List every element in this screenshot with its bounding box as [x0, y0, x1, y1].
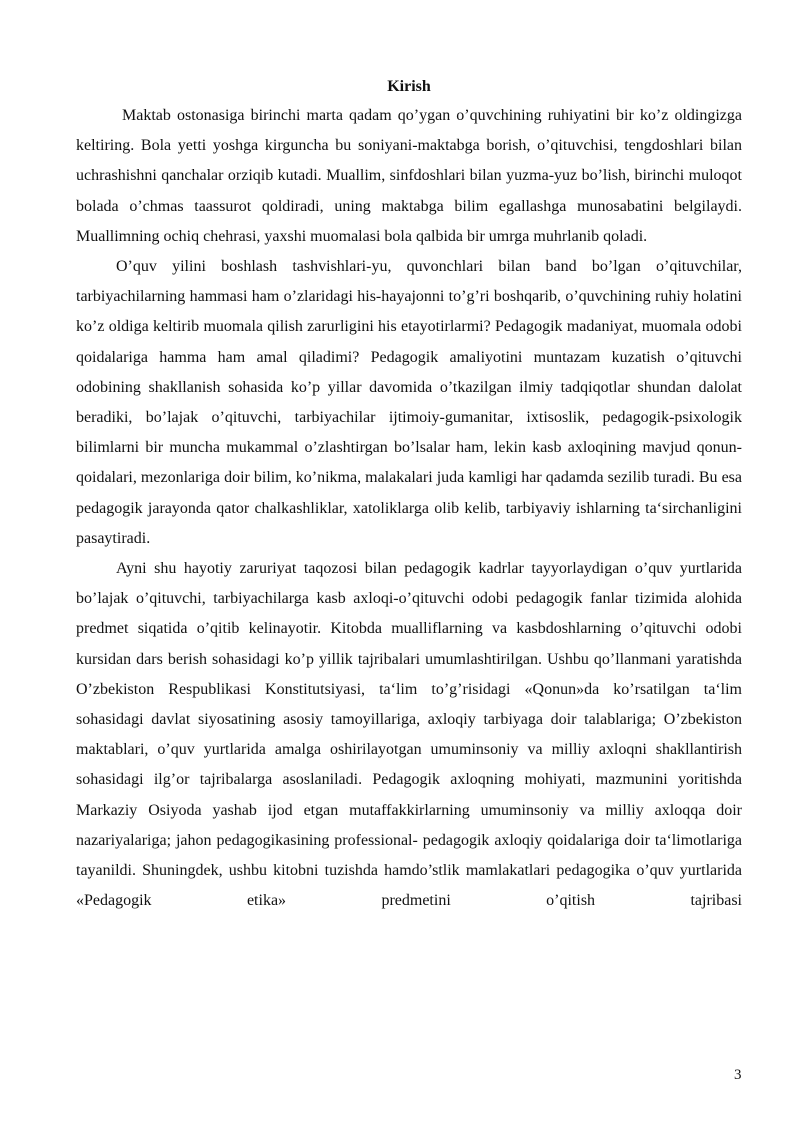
paragraph-intro: Maktab ostonasiga birinchi marta qadam qo’ygan o’quvchining ruhiyatini bir ko’z oldingizga keltiring. Bola yetti yoshga kirguncha bu soniyani-maktabga borish, o’qituvchisi, tengdoshlari bilan uchrashishni qanchalar orziqib kutadi. Muallim, sinfdoshlari bilan yuzma-yuz bo’lish, birinchi muloqot bolada o’chmas taassurot qoldiradi, uning maktabga bilim egallashga munosabatini belgilaydi. Muallimning ochiq chehrasi, yaxshi muomalasi bola qalbida bir umrga muhrlanib qoladi.: [76, 107, 742, 245]
section-title: Kirish: [387, 78, 431, 95]
paragraph-textbook: Ayni shu hayotiy zaruriyat taqozosi bilan pedagogik kadrlar tayyorlaydigan o’quv yurtlarida bo’lajak o’qituvchi, tarbiyachilarga kasb axloqi-o’qituvchi odobi pedagogik fanlar tizimida alohida predmet siqatida o’qitib kelinayotir. Kitobda mualliflarning va kasbdoshlarning o’qituvchi odobi kursidan dars berish sohasidagi ko’p yillik tajribalari umumlashtirilgan. Ushbu qo’llanmani yaratishda O’zbekiston Respublikasi Konstitutsiyasi, ta‘lim to’g’risidagi «Qonun»da ko’rsatilgan ta‘lim sohasidagi davlat siyosatining asosiy tamoyillariga, axloqiy tarbiyaga doir talablariga; O’zbekiston maktablari, o’quv yurtlarida amalga oshirilayotgan umuminsoniy va milliy axloqni shakllantirish sohasidagi ilg’or tajribalarga asoslaniladi. Pedagogik axloqning mohiyati, mazmunini yoritishda Markaziy Osiyoda yashab ijod etgan mutaffakkirlarning umuminsoniy va milliy axloqqa doir nazariyalariga; jahon pedagogikasining professional- pedagogik axloqiy qoidalariga doir ta‘limotlariga tayanildi. Shuningdek, ushbu kitobni tuzishda hamdo’stlik mamlakatlari pedagogika o’quv yurtlarida «Pedagogik etika» predmetini o’qitish tajribasi: [76, 560, 742, 910]
paragraph-teachers: O’quv yilini boshlash tashvishlari-yu, quvonchlari bilan band bo’lgan o’qituvchilar, tarbiyachilarning hammasi ham o’zlaridagi his-hayajonni to’g’ri boshqarib, o’quvchining ruhiy holatini ko’z oldiga keltirib muomala qilish zarurligini his etayotirlarmi? Pedagogik madaniyat, muomala odobi qoidalariga hamma ham amal qiladimi? Pedagogik amaliyotini muntazam kuzatish o’qituvchi odobining shakllanish sohasida ko’p yillar davomida o’tkazilgan ilmiy tadqiqotlar shundan dalolat beradiki, bo’lajak o’qituvchi, tarbiyachilar ijtimoiy-gumanitar, ixtisoslik, pedagogik-psixologik bilimlarni bir muncha mukammal o’zlashtirgan bo’lsalar ham, lekin kasb axloqining mavjud qonun-qoidalari, mezonlariga doir bilim, ko’nikma, malakalari juda kamligi har qadamda sezilib turadi. Bu esa pedagogik jarayonda qator chalkashliklar, xatoliklarga olib kelib, tarbiyaviy ishlarning ta‘sirchanligini pasaytiradi.: [76, 258, 742, 547]
document-page: [76, 76, 742, 916]
page-number: 3: [734, 1067, 742, 1083]
